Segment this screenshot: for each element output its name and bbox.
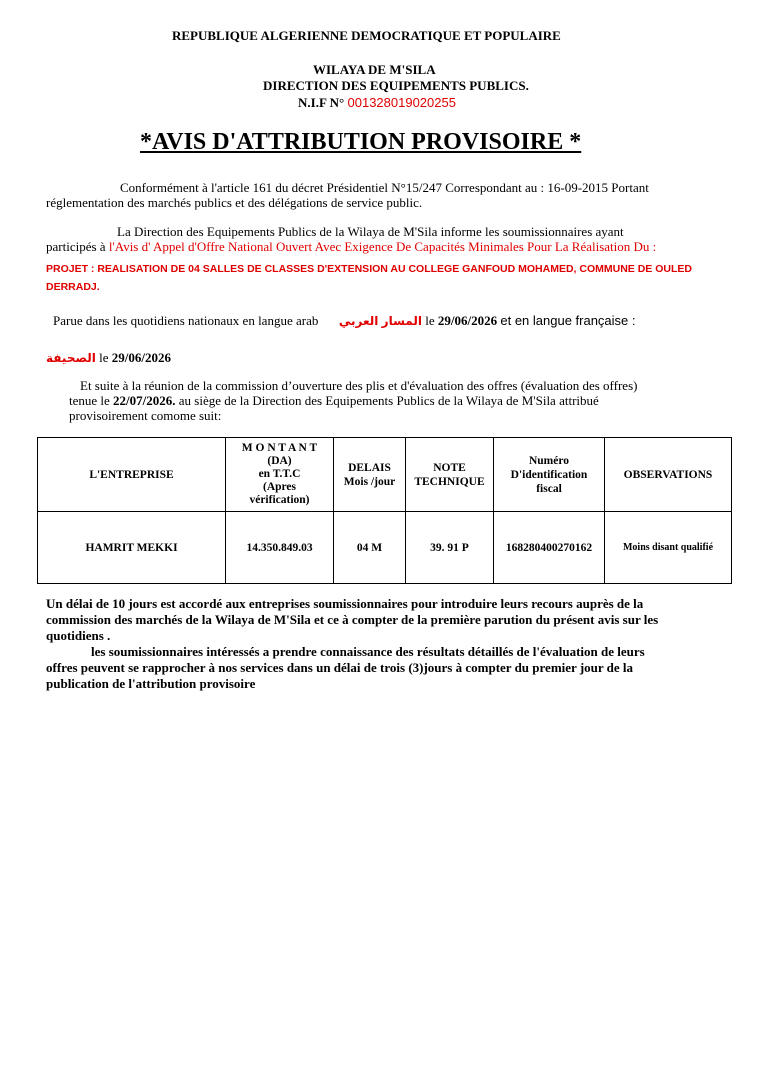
intro-line-4: [46, 239, 656, 255]
recourse-line-1: Un délai de 10 jours est accordé aux entreprises soumissionnaires pour introduire leurs recours auprès de la: [46, 596, 644, 611]
project-line-1: PROJET : REALISATION DE 04 SALLES DE CLASSES D'EXTENSION AU COLLEGE GANFOUD MOHAMED, COMMUNE DE OULED: [46, 263, 692, 275]
cell-note: 39. 91 P: [406, 512, 494, 584]
header-nif: [494, 438, 605, 512]
cell-montant: 14.350.849.03: [226, 512, 334, 584]
publication-fr-suffix: et en langue française :: [500, 313, 636, 328]
header-montant: [226, 438, 334, 512]
nif-label: N.I.F N°: [298, 95, 345, 110]
page-title: *AVIS D'ATTRIBUTION PROVISOIRE *: [140, 129, 582, 155]
meeting-line-2: [69, 393, 599, 409]
direction-heading: DIRECTION DES EQUIPEMENTS PUBLICS.: [263, 78, 529, 93]
arabic-newspaper-1: المسار العربي: [338, 314, 422, 328]
cell-observations: Moins disant qualifié: [605, 512, 732, 584]
intro-line-4-prefix: participés à: [46, 239, 106, 254]
header-montant-4: (Apres: [262, 481, 296, 493]
republic-heading: REPUBLIQUE ALGERIENNE DEMOCRATIQUE ET POPULAIRE: [172, 28, 561, 43]
header-note-2: TECHNIQUE: [414, 475, 485, 488]
meeting-line-1: Et suite à la réunion de la commission d’ouverture des plis et d'évaluation des offres (évaluation des offres): [80, 378, 638, 393]
recourse-paragraph: [46, 596, 736, 644]
meeting-suffix: au siège de la Direction des Equipements Publics de la Wilaya de M'Sila attribué: [178, 393, 599, 408]
header-delais-2: Mois /jour: [343, 475, 396, 488]
intro-line-2: réglementation des marchés publics et des délégations de service public.: [46, 195, 423, 210]
publication-date-1: 29/06/2026: [437, 313, 498, 328]
nif-line: [298, 95, 456, 111]
header-nif-2: D'identification: [510, 468, 588, 481]
header-note-1: NOTE: [433, 461, 466, 474]
publication-le: le: [425, 313, 435, 328]
project-line-2: DERRADJ.: [46, 281, 100, 293]
header-note: [406, 438, 494, 512]
meeting-date: 22/07/2026.: [113, 393, 176, 408]
nif-value: 001328019020255: [347, 95, 456, 110]
table-row: [38, 512, 732, 584]
publication-line-2: [46, 350, 171, 366]
header-nif-1: Numéro: [528, 454, 570, 467]
intro-line-3: La Direction des Equipements Publics de la Wilaya de M'Sila informe les soumissionnaires ayant: [117, 224, 624, 239]
wilaya-heading: WILAYA DE M'SILA: [313, 62, 436, 77]
attribution-table: [37, 437, 732, 584]
header-montant-5: vérification): [249, 494, 310, 506]
publication-prefix: Parue dans les quotidiens nationaux en langue arab: [53, 313, 319, 328]
consultation-paragraph: [46, 644, 736, 692]
tender-description: l'Avis d' Appel d'Offre National Ouvert Avec Exigence De Capacités Minimales Pour La Réalisation Du :: [108, 239, 657, 254]
consultation-line-2: offres peuvent se rapprocher à nos services dans un délai de trois (3)jours à compter du premier jour de la: [46, 660, 634, 675]
cell-delais: 04 M: [334, 512, 406, 584]
publication-date-2: 29/06/2026: [111, 350, 172, 365]
publication-line-1: [53, 313, 636, 329]
meeting-line-3: provisoirement comome suit:: [69, 408, 222, 423]
recourse-line-2: commission des marchés de la Wilaya de M'Sila et ce à compter de la première parution du présent avis sur les: [46, 612, 659, 627]
meeting-prefix: tenue le: [69, 393, 110, 408]
header-montant-1: M O N T A N T: [241, 442, 318, 454]
consultation-line-3: publication de l'attribution provisoire: [46, 676, 256, 691]
publication-le-2: le: [99, 350, 109, 365]
cell-nif: 168280400270162: [494, 512, 605, 584]
header-observations: OBSERVATIONS: [605, 438, 732, 512]
header-delais-1: DELAIS: [348, 461, 391, 474]
header-entreprise: L'ENTREPRISE: [38, 438, 226, 512]
table-header-row: [38, 438, 732, 512]
header-montant-2: (DA): [267, 455, 292, 467]
header-nif-3: fiscal: [536, 482, 562, 495]
cell-entreprise: HAMRIT MEKKI: [38, 512, 226, 584]
arabic-newspaper-2: الصحيفة: [46, 351, 96, 365]
recourse-line-3: quotidiens .: [46, 628, 111, 643]
header-delais: [334, 438, 406, 512]
intro-line-1: Conformément à l'article 161 du décret Présidentiel N°15/247 Correspondant au : 16-09-2015 Portant: [120, 180, 649, 195]
header-montant-3: en T.T.C: [258, 468, 301, 480]
consultation-line-1: les soumissionnaires intéressés a prendre connaissance des résultats détaillés de l'évaluation de leurs: [91, 644, 645, 659]
